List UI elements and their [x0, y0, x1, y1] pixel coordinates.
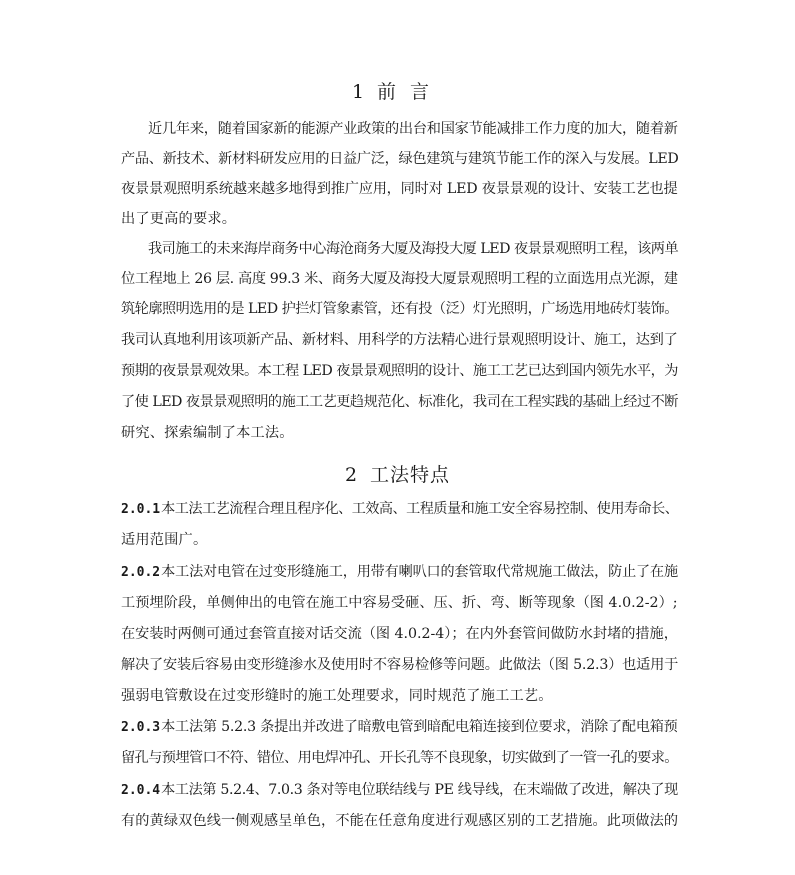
section-2-title: 工法特点	[370, 464, 451, 486]
p2-line: 位工程地上 26 层. 高度 99.3 米、商务大厦及海投大厦景观照明工程的立面选用点光源，建	[121, 271, 678, 287]
p1-line: 近几年来，随着国家新的能源产业政策的出台和国家节能减排工作力度的加大，随着新	[148, 121, 678, 137]
clause-number: 2.0.4	[121, 783, 161, 798]
clause-2-0-4-line: 2.0.4本工法第 5.2.4、7.0.3 条对等电位联结线与 PE 线导线，在末端做了改进，解决了现	[121, 782, 678, 798]
clause-2-0-1-line: 2.0.1本工法工艺流程合理且程序化、工效高、工程质量和施工安全容易控制、使用寿命长、	[121, 501, 679, 517]
p1-line: 产品、新技术、新材料研发应用的日益广泛，绿色建筑与建筑节能工作的深入与发展。LED	[121, 151, 679, 167]
clause-number: 2.0.1	[121, 502, 161, 517]
clause-2-0-2-line: 2.0.2本工法对电管在过变形缝施工，用带有喇叭口的套管取代常规施工做法，防止了在施	[121, 564, 678, 580]
section-1-heading	[0, 77, 795, 104]
section-1-number: 1	[351, 81, 366, 103]
clause-2-0-2-line: 在安装时两侧可通过套管直接对话交流（图 4.0.2-4）；在内外套管间做防水封堵的措施，	[121, 626, 678, 642]
p2-line: 研究、探索编制了本工法。	[121, 425, 294, 441]
p2-line: 预期的夜景景观效果。本工程 LED 夜景景观照明的设计、施工工艺已达到国内领先水平，为	[121, 363, 678, 379]
p2-line: 我司施工的未来海岸商务中心海沧商务大厦及海投大厦 LED 夜景景观照明工程，该两单	[148, 241, 679, 257]
clause-2-0-4-line: 有的黄绿双色线一侧观感呈单色，不能在任意角度进行观感区别的工艺措施。此项做法的	[121, 813, 679, 829]
clause-2-0-2-line: 解决了安装后容易由变形缝渗水及使用时不容易检修等问题。此做法（图 5.2.3）也适用于	[121, 657, 679, 673]
clause-2-0-1-line: 适用范围广。	[121, 532, 208, 548]
section-2-number: 2	[344, 464, 359, 486]
clause-number: 2.0.3	[121, 720, 161, 735]
section-2-heading	[0, 460, 795, 487]
clause-number: 2.0.2	[121, 565, 161, 580]
clause-2-0-3-line: 留孔与预埋管口不符、错位、用电焊冲孔、开长孔等不良现象，切实做到了一管一孔的要求。	[121, 750, 678, 766]
clause-2-0-2-line: 强弱电管敷设在过变形缝时的施工处理要求，同时规范了施工工艺。	[121, 688, 553, 704]
p1-line: 出了更高的要求。	[121, 211, 237, 227]
p2-line: 了使 LED 夜景景观照明的施工工艺更趋规范化、标准化，我司在工程实践的基础上经过不断	[121, 394, 678, 410]
p2-line: 筑轮廓照明选用的是 LED 护拦灯管象素管，还有投（泛）灯光照明，广场选用地砖灯装饰。	[121, 301, 678, 317]
p1-line: 夜景景观照明系统越来越多地得到推广应用，同时对 LED 夜景景观的设计、安装工艺也提	[121, 181, 678, 197]
clause-2-0-3-line: 2.0.3本工法第 5.2.3 条提出并改进了暗敷电管到暗配电箱连接到位要求，消除了配电箱预	[121, 719, 678, 735]
clause-2-0-2-line: 工预埋阶段，单侧伸出的电管在施工中容易受砸、压、折、弯、断等现象（图 4.0.2-2）;	[121, 595, 678, 611]
section-1-title: 前言	[377, 81, 444, 103]
p2-line: 我司认真地利用该项新产品、新材料、用科学的方法精心进行景观照明设计、施工，达到了	[121, 332, 678, 348]
